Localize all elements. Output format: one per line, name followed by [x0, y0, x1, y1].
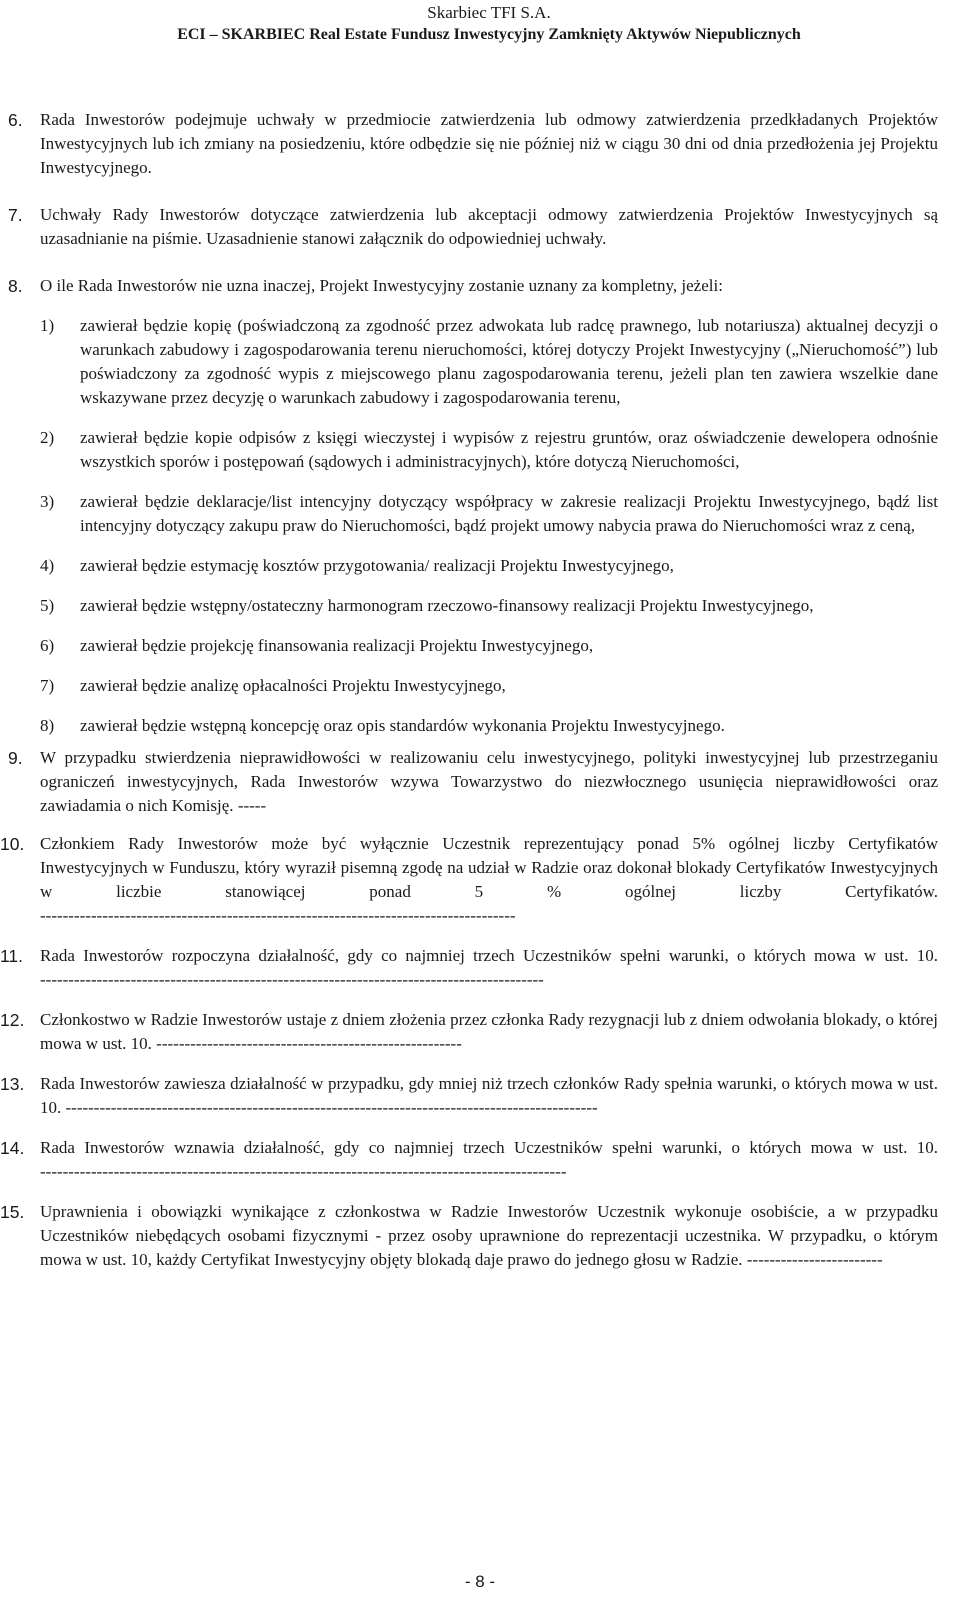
paragraph-9 [8, 746, 938, 818]
list-item-number: 8) [40, 716, 55, 735]
paragraph-text: O ile Rada Inwestorów nie uzna inaczej, Projekt Inwestycyjny zostanie uznany za kompletny, jeżeli: [40, 276, 723, 295]
paragraph-text: Rada Inwestorów wznawia działalność, gdy co najmniej trzech Uczestników spełni warunki, o których mowa w ust. 10. [40, 1138, 938, 1157]
paragraph-text: Uprawnienia i obowiązki wynikające z członkostwa w Radzie Inwestorów Uczestnik wykonuje osobiście, a w przypadku Uczestników niebędących osobami fizycznymi - przez osoby uprawnione do reprezentacji uczestnika. W przypadku, o którym mowa w ust. 10, każdy Certyfikat Inwestycyjny objęty blokadą daje prawo do jednego głosu w Radzie. [40, 1202, 938, 1269]
list-item [40, 554, 938, 578]
paragraph-15 [0, 1200, 938, 1272]
paragraph-text: Rada Inwestorów podejmuje uchwały w przedmiocie zatwierdzenia lub odmowy zatwierdzenia przedkładanych Projektów Inwestycyjnych lub ich zmiany na posiedzeniu, które odbędzie się nie później niż w ciągu 30 dni od dnia przedłożenia jej Projektu Inwestycyjnego. [40, 110, 938, 177]
list-item-number: 1) [40, 316, 55, 335]
paragraph-text: Członkiem Rady Inwestorów może być wyłącznie Uczestnik reprezentujący ponad 5% ogólnej liczby Certyfikatów Inwestycyjnych w Funduszu, który wyraził pisemną zgodę na udział w Radzie oraz dokonał blokady Certyfikatów Inwestycyjnych w liczbie stanowiącej ponad 5 % ogólnej liczby Certyfikatów. [40, 834, 938, 901]
list-item-text: zawierał będzie projekcję finansowania realizacji Projektu Inwestycyjnego, [80, 636, 594, 655]
paragraph-number: 10. [0, 834, 25, 854]
paragraph-text: W przypadku stwierdzenia nieprawidłowości w realizowaniu celu inwestycyjnego, polityki inwestycyjnej lub przestrzeganiu ograniczeń inwestycyjnych, Rada Inwestorów wzywa Towarzystwo do niezwłocznego usunięcia nieprawidłowości oraz zawiadamia o nich Komisję. [40, 748, 938, 815]
paragraph-number: 9. [8, 748, 23, 768]
page-number: - 8 - [464, 1572, 496, 1591]
paragraph-12 [0, 1008, 938, 1056]
paragraph-number: 8. [8, 276, 23, 296]
paragraph-dash-filler: ----------------------------------------------------------------------------------------- [40, 970, 544, 989]
paragraph-7 [8, 203, 938, 251]
paragraph-text: Członkostwo w Radzie Inwestorów ustaje z dniem złożenia przez członka Rady rezygnacji lub z dniem odwołania blokady, o której mowa w ust. 10. [40, 1010, 938, 1053]
paragraph-number: 14. [0, 1138, 25, 1158]
paragraph-text: Rada Inwestorów zawiesza działalność w przypadku, gdy mniej niż trzech członków Rady spełnia warunki, o których mowa w ust. 10. [40, 1074, 938, 1117]
list-item-number: 6) [40, 636, 55, 655]
list-item-text: zawierał będzie estymację kosztów przygotowania/ realizacji Projektu Inwestycyjnego, [80, 556, 674, 575]
paragraph-8 [8, 274, 938, 738]
list-item [40, 426, 938, 474]
requirements-list [40, 314, 938, 738]
list-item-number: 7) [40, 676, 55, 695]
list-item-number: 5) [40, 596, 55, 615]
list-item-text: zawierał będzie kopie odpisów z księgi wieczystej i wypisów z rejestru gruntów, oraz oświadczenie dewelopera odnośnie wszystkich sporów i postępowań (sądowych i administracyjnych), które dotyczą Nieruchomości, [80, 428, 938, 471]
paragraph-text: Uchwały Rady Inwestorów dotyczące zatwierdzenia lub akceptacji odmowy zatwierdzenia Projektów Inwestycyjnych są uzasadnianie na piśmie. Uzasadnienie stanowi załącznik do odpowiedniej uchwały. [40, 205, 938, 248]
paragraph-dash-filler: ------------------------------------------------------ [156, 1034, 462, 1053]
list-item [40, 714, 938, 738]
list-item [40, 674, 938, 698]
paragraph-number: 7. [8, 205, 23, 225]
paragraph-6 [8, 108, 938, 180]
paragraph-dash-filler: ----- [237, 796, 267, 815]
paragraph-14 [0, 1136, 938, 1184]
paragraph-number: 13. [0, 1074, 25, 1094]
list-item [40, 314, 938, 410]
paragraph-dash-filler: ------------------------ [746, 1250, 883, 1269]
paragraph-text: Rada Inwestorów rozpoczyna działalność, gdy co najmniej trzech Uczestników spełni warunki, o których mowa w ust. 10. [40, 946, 938, 965]
paragraph-dash-filler: --------------------------------------------------------------------------------------------- [40, 1162, 567, 1181]
header-company: Skarbiec TFI S.A. [427, 3, 551, 22]
paragraph-number: 12. [0, 1010, 25, 1030]
paragraph-13 [0, 1072, 938, 1120]
list-item-text: zawierał będzie analizę opłacalności Projektu Inwestycyjnego, [80, 676, 506, 695]
paragraph-10 [0, 832, 938, 928]
list-item-number: 3) [40, 492, 55, 511]
paragraph-dash-filler: ------------------------------------------------------------------------------------ [40, 906, 516, 925]
header-fund-name: ECI – SKARBIEC Real Estate Fundusz Inwestycyjny Zamknięty Aktywów Niepublicznych [177, 26, 801, 43]
paragraph-dash-filler: ---------------------------------------------------------------------------------------------- [65, 1098, 598, 1117]
paragraph-11 [0, 944, 938, 992]
paragraph-number: 6. [8, 110, 23, 130]
paragraph-number: 11. [0, 946, 24, 966]
list-item [40, 594, 938, 618]
list-item-number: 2) [40, 428, 55, 447]
document-body [0, 108, 938, 1272]
list-item-text: zawierał będzie wstępną koncepcję oraz opis standardów wykonania Projektu Inwestycyjnego. [80, 716, 725, 735]
list-item-text: zawierał będzie deklaracje/list intencyjny dotyczący współpracy w zakresie realizacji Projektu Inwestycyjnego, bądź list intencyjny dotyczący zakupu praw do Nieruchomości, bądź projekt umowy nabycia prawa do Nieruchomości wraz z ceną, [80, 492, 938, 535]
list-item [40, 490, 938, 538]
page-header [40, 0, 938, 46]
list-item-text: zawierał będzie wstępny/ostateczny harmonogram rzeczowo-finansowy realizacji Projektu Inwestycyjnego, [80, 596, 814, 615]
list-item-number: 4) [40, 556, 55, 575]
paragraph-number: 15. [0, 1202, 25, 1222]
list-item [40, 634, 938, 658]
list-item-text: zawierał będzie kopię (poświadczoną za zgodność przez adwokata lub radcę prawnego, lub notariusza) aktualnej decyzji o warunkach zabudowy i zagospodarowania terenu nieruchomości, której dotyczy Projekt Inwestycyjny („Nieruchomość”) lub poświadczony za zgodność wypis z miejscowego planu zagospodarowania terenu, jeżeli plan ten zawiera wszelkie dane wskazywane przez decyzję o warunkach zabudowy i zagospodarowania terenu, [80, 316, 938, 407]
